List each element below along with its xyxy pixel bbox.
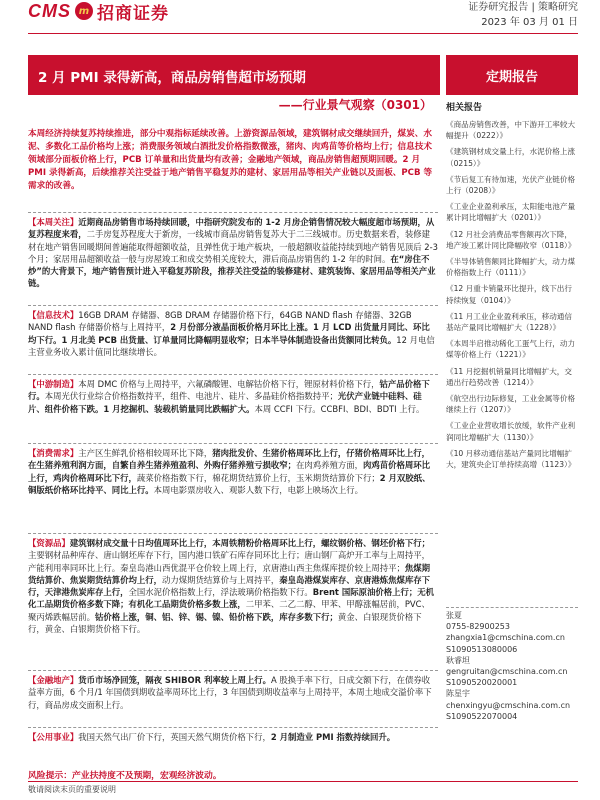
analyst-id: S1090520020001 [446,678,518,688]
logo-mark-icon: m [75,2,93,20]
section-resources [28,533,438,635]
summary-paragraph: 本周经济持续复苏持续推进，部分中观指标延续改善。上游资源品领域，建筑钢材成交继续回升，煤炭、水泥、多数化工品价格均上涨；消费服务领域白酒批发价格指数微涨，猪肉、肉鸡苗等价格均上行；信息技术领域部分面板价格上行，PCB 订单量和出货量均有改善；金融地产领域，商品房销售超预期回暖。2 月 PMI 录得新高，后续推荐关注受益于地产销售平稳复苏的建材、家居用品等相关产业链以及面板、PCB 等需求的改善。 [28,129,433,191]
section-tag: 【资源品】 [28,538,70,548]
related-reports-title: 相关报告 [446,103,483,113]
header-divider [28,33,578,34]
section-tag: 【本周关注】 [28,217,79,227]
logo-latin: CMS [28,0,71,21]
report-subtitle: ——行业景气观察（0301） [278,98,432,112]
section-tag: 【消费需求】 [28,448,79,458]
risk-warning: 风险提示：产业扶持度不及预期，宏观经济波动。 [28,771,222,781]
section-bold-tail: 秦皇岛港煤炭库存、京唐港炼焦煤库存下行，天津港焦炭库存上行， [28,574,430,598]
related-report-link[interactable]: 《商品房销售改善，中下游开工率较大幅提升（0222）》 [446,120,576,141]
analyst-info [446,605,578,722]
section-text: 本周光伏行业综合价格指数持平，组件、电池片、硅片、多晶硅价格指数持平； [44,391,338,402]
section-text: 主产区生鲜乳价格相较周环比下降， [78,448,213,458]
brand-logo [28,0,169,22]
related-report-link[interactable]: 《节后复工有待加速，光伏产业链价格上行（0208）》 [446,174,576,196]
analyst-email[interactable]: chenxingyu@cmschina.com.cn [446,700,571,710]
report-type-badge: 定期报告 [446,55,578,95]
analyst-email[interactable]: zhangxia1@cmschina.com.cn [446,633,565,643]
section-bold-tail: 2 月制造业 PMI 指数持续回升。 [270,732,396,742]
related-report-link[interactable]: 《半导体销售额同比降幅扩大，动力煤价格指数上行（0111）》 [446,257,576,278]
section-text: 二甲苯、二乙二醇、甲苯、甲醇涨幅居前，PVC、聚丙烯跌幅居前。 [28,599,430,622]
doc-type: 证券研究报告 | 策略研究 [468,2,578,13]
section-it [28,305,438,358]
section-bold-tail: 钴产品价格下行。 [28,379,430,402]
related-report-link[interactable]: 《12 月重卡销量环比提升，线下出行持续恢复（0104）》 [446,284,572,305]
logo-chinese: 招商证券 [97,3,169,24]
section-bold-tail: 光伏产业链中硅料、硅片、组件价格下跌。1 月挖掘机、装载机销量同比跌幅扩大。 [28,391,422,414]
section-text: 我国天然气出厂价下行，英国天然气期货价格下行， [78,732,271,742]
related-report-link[interactable]: 《本周半启推动稀化工蛋气上行，动力煤等价格上行（1221）》 [446,339,576,360]
analyst-phone: 0755-82900253 [446,622,510,632]
section-text: 本周 DMC 价格与上周持平，六氟磷酸锂、电解钴价格下行，锂原材料价格下行， [78,379,380,389]
report-title: 2 月 PMI 录得新高，商品房销售超市场预期 [38,70,306,86]
divider [446,607,578,608]
analyst-id: S1090522070004 [446,711,518,721]
related-report-link[interactable]: 《建筑钢材成交量上行，水泥价格上涨（0215）》 [446,147,576,168]
section-bold-tail: 在“房住不炒”的大背景下，地产销售预计进入平稳复苏阶段，推荐关注受益的装修建材、建筑装饰、家居用品等相关产业链。 [28,253,436,289]
section-bold-tail: 钴价格上涨，铜、铝、锌、锡、镍、铅价格下跌，库存多数下行； [95,611,338,622]
analyst-name: 耿睿坦 [446,655,470,665]
related-report-link[interactable]: 《工业企业盈利承压，太阳能电池产量累计同比增幅扩大（0201）》 [446,202,576,223]
report-date: 2023 年 03 月 01 日 [481,17,578,28]
section-text: 12 月电信主营业务收入累计值同比继续增长。 [28,334,435,357]
section-tag: 【公用事业】 [28,732,79,742]
section-text: 二手房复苏程度大于新房，一线城市商品房销售复苏大于二三线城市。历史数据来看，装修建材在地产销售回暖期间普遍能取得超额收益，且弹性优于地产板块，一般超额收益能持续到地产销售见顶后 2-3 个月；家居用品超额收益一般与房屋竣工和成交势相关度较大，滞后商品房销售约 1-2 年的时间。 [28,229,438,264]
section-text: 在肉鸡养殖方面， [296,460,363,471]
section-bold-lead: 建筑钢材成交量十日均值周环比上行，本周铁精粉价格周环比上行，螺纹钢价格、钢坯价格下行； [69,538,430,548]
section-bold-tail: 2 月份部分液晶面板价格月环比上涨。1 月 LCD 出货量月同比、环比均下行。1 月北美 PCB 出货量、订单量同比降幅明显收窄；日本半导体制造设备出货额同比转负。 [28,322,430,345]
section-text: 蔬菜价格指数下行，棉花期货结算价上行，玉米期货结算价下行； [136,472,380,483]
section-focus [28,212,438,290]
section-tag: 【金融地产】 [28,675,79,685]
section-text: 16GB DRAM 存储器、8GB DRAM 存储器价格下行，64GB NAND flash 存储器、32GB NAND flash 存储器价格与上周持平， [28,310,412,333]
section-text: 本周电影票房收入、观影人数下行，电影上映场次上行。 [153,484,363,495]
related-report-link[interactable]: 《工业企业营收增长放缓，软件产业利润同比增幅扩大（1130）》 [446,421,576,442]
section-tag: 【信息技术】 [28,310,79,320]
section-text: A 股换手率下行，日成交额下行，在债券收益率方面，6 个月/1 年国债到期收益率周环比上行，3 年国债到期收益率与上周持平，本周土地成交溢价率下行，商品房成交面积上行。 [28,675,432,710]
section-utilities [28,727,438,743]
footer-note: 敬请阅读末页的重要说明 [28,785,116,794]
section-bold-tail: Brent 国际原油价格上行；无机化工品期货价格多数下降；有机化工品期货价格多数上涨， [28,587,434,610]
analyst-name: 陈星宇 [446,689,470,699]
section-bold-tail: 猪肉批发价、生猪价格周环比上行，仔猪价格周环比上行，在生猪养殖利润方面，自繁自养生猪养殖盈利、外购仔猪养殖亏损收窄； [28,448,430,471]
related-report-link[interactable]: 《12 月社会消费品零售额再次下降，地产竣工累计同比降幅收窄（0118）》 [446,229,576,250]
analyst-name: 张夏 [446,611,462,620]
related-report-link[interactable]: 《11 月挖掘机销量同比增幅扩大，交通出行趋势改善（1214）》 [446,366,572,387]
related-reports [446,100,578,475]
related-report-link[interactable]: 《11 月工业企业盈利承压，移动通信基站产量同比增幅扩大（1228）》 [446,311,572,333]
section-bold-tail: 2 月双胶纸、铜版纸价格环比持平、同比上行。 [28,472,431,495]
section-bold-tail: 肉鸡苗价格周环比上行，鸡肉价格周环比下行， [28,460,430,483]
section-text: 黄金、白银现货价格下行，黄金、白银期货价格下行。 [28,611,422,635]
section-text: 本周 CCFI 下行。CCBFI、BDI、BDTI 上行。 [254,403,425,414]
page-footer [28,781,578,800]
related-report-link[interactable]: 《10 月移动通信基站产量同比增幅扩大，建筑央企订单持续高增（1123）》 [446,448,576,470]
section-consumption [28,443,438,496]
section-bold-tail: 焦煤期货结算价、焦炭期货结算价均上行， [28,562,430,585]
title-banner [28,55,440,95]
header-meta [468,0,578,30]
section-finance [28,670,438,711]
section-tag: 【中游制造】 [28,379,79,389]
analyst-id: S1090513080006 [446,644,518,654]
related-report-link[interactable]: 《航空出行边际修复，工业金属等价格继续上行（1207）》 [446,394,576,415]
section-bold-lead: 近期商品房销售市场持续回暖，中指研究院发布的 1-2 月房企销售情况较大幅度超市场预期，从复苏程度来看， [28,217,435,240]
section-text: 动力煤期货结算价与上周持平， [162,574,280,585]
section-text: 主要钢材品种库存、唐山钢坯库存下行，国内港口铁矿石库存同环比上行；唐山钢厂高炉开工率与上周持平，产能利用率同环比上行。秦皇岛港山西优混平仓价较上周上行，京唐港山西主焦煤库提价较上周持平； [28,550,430,573]
section-text: 全国水泥价格指数上行，浮法玻璃价格指数下行。 [128,587,313,598]
section-bold-lead: 货币市场净回笼，隔夜 SHIBOR 利率较上周上行。 [78,675,271,685]
section-manufacturing [28,374,438,415]
analyst-email[interactable]: gengruitan@cmschina.com.cn [446,667,568,677]
